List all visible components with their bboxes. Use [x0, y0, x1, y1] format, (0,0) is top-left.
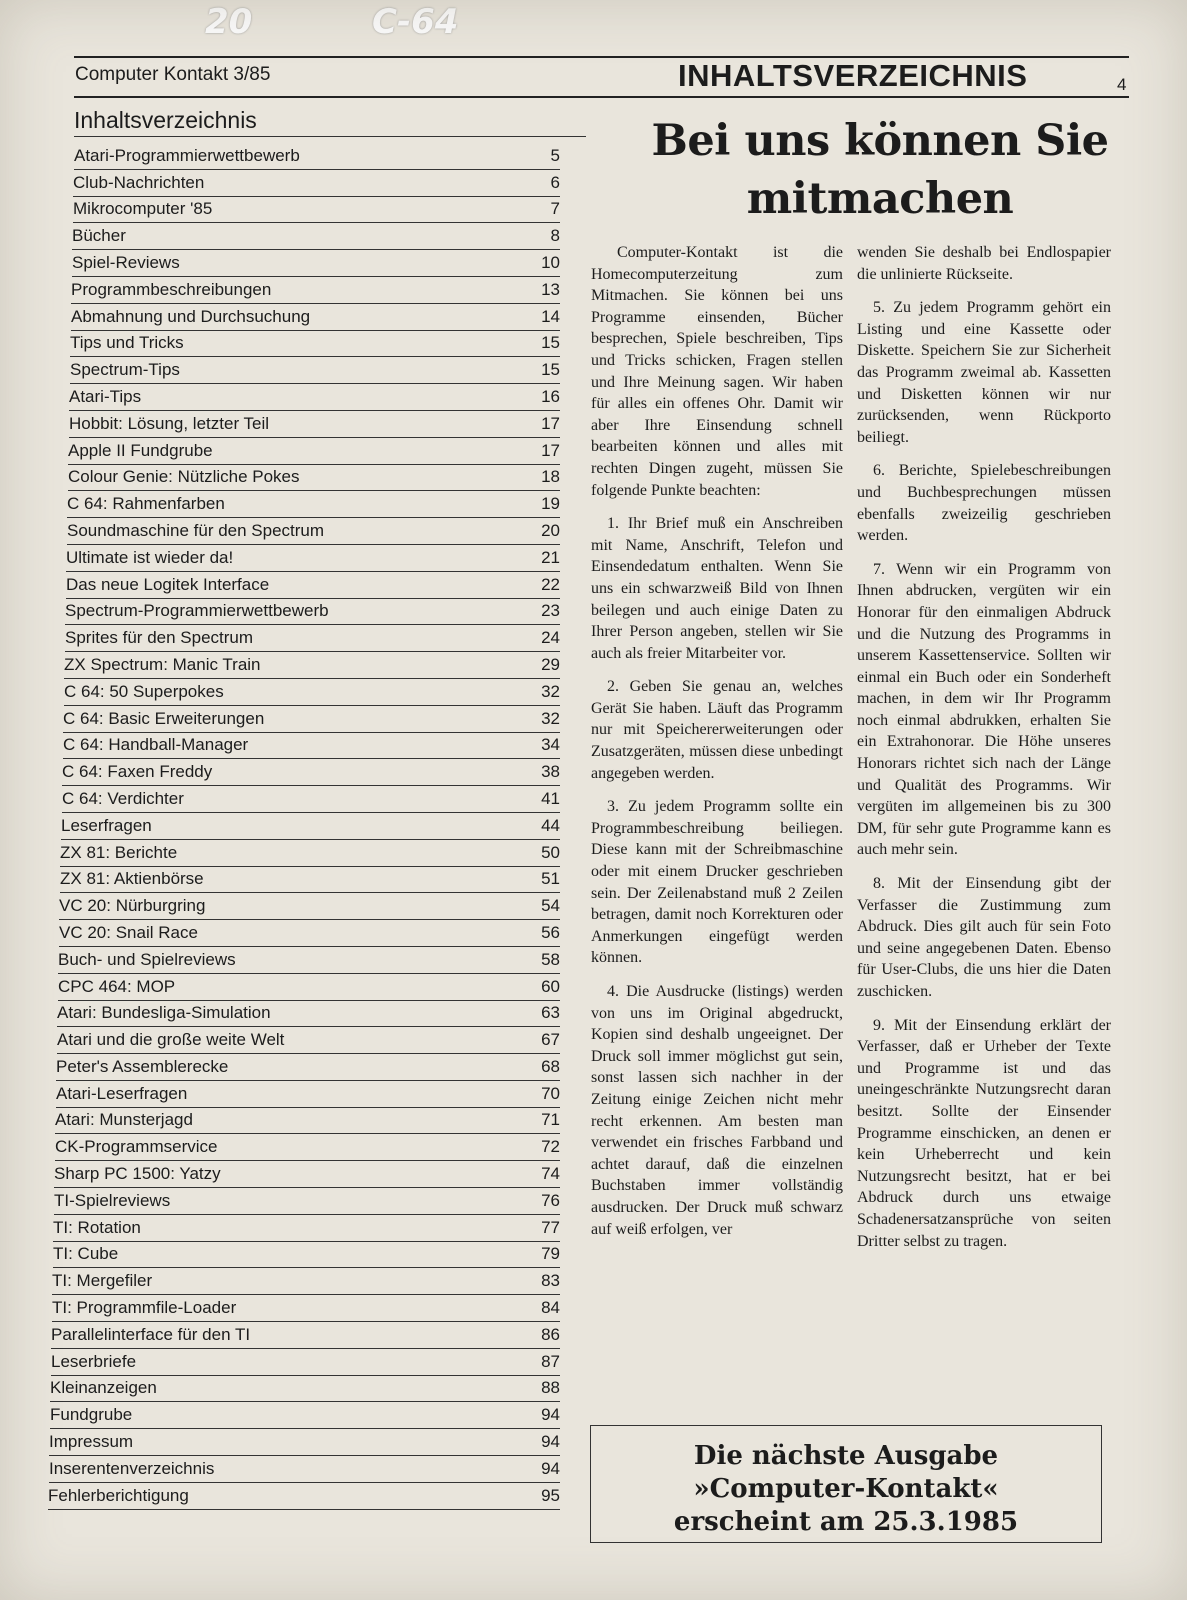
toc-entry-page: 23 — [541, 601, 560, 621]
toc-row — [66, 545, 560, 572]
toc-entry-title: Fundgrube — [50, 1405, 133, 1425]
toc-entry-title: TI: Programmfile-Loader — [52, 1298, 237, 1318]
toc-row — [68, 465, 560, 492]
toc-entry-page: 72 — [541, 1137, 560, 1157]
toc-row — [60, 840, 560, 867]
article-paragraph: 9. Mit der Einsendung erklärt der Verfasser, daß er Urheber der Texte und Programme ist und das uneingeschränkte Nutzungsrecht daran besitzt. Sollte der Einsender Programme einschicken, an denen er kein Urheberrecht und kein Nutzungsrecht besitzt, hat er bei Abdruck durch uns etwaige Schadenersatzansprüche von seiten Dritter selbst zu tragen. — [857, 1016, 1111, 1250]
toc-entry-page: 83 — [541, 1271, 560, 1291]
toc-entry-page: 8 — [550, 226, 560, 246]
handwritten-note-left: 20 — [205, 2, 253, 42]
toc-entry-page: 22 — [541, 574, 560, 594]
toc-entry-page: 68 — [541, 1056, 560, 1076]
toc-entry-page: 76 — [541, 1190, 560, 1210]
toc-entry-title: Leserfragen — [61, 815, 152, 835]
article-paragraph: Computer-Kontakt ist die Homecomputerzeitung zum Mitmachen. Sie können bei uns Programme einsenden, Bücher besprechen, Spiele beschreiben, Tips und Tricks schicken, Fragen stellen und Ihre Meinung sagen. Wir haben für alles ein offenes Ohr. Damit wir aber Ihre Einsendung schnell bearbeiten können und alles mit rechten Dingen zugeht, müssen Sie folgende Punkte beachten: — [591, 244, 843, 499]
toc-row — [72, 223, 560, 250]
toc-row — [57, 1001, 560, 1028]
toc-entry-page: 14 — [541, 306, 560, 326]
toc-entry-title: Apple II Fundgrube — [68, 440, 213, 460]
toc-entry-title: Spectrum-Programmierwettbewerb — [65, 601, 329, 621]
toc-entry-title: Sprites für den Spectrum — [65, 628, 254, 648]
toc-entry-page: 74 — [541, 1164, 560, 1184]
toc-entry-page: 20 — [541, 520, 560, 540]
toc-entry-page: 10 — [541, 252, 560, 272]
article-column-left — [591, 242, 843, 1252]
toc-entry-title: TI: Mergefiler — [52, 1271, 153, 1291]
toc-entry-title: Atari: Bundesliga-Simulation — [57, 1003, 271, 1023]
toc-row — [57, 1027, 560, 1054]
toc-row — [71, 304, 560, 331]
toc-entry-title: Atari-Leserfragen — [56, 1083, 188, 1103]
headline-line-1: Bei uns können Sie — [651, 116, 1109, 166]
toc-row — [73, 197, 560, 224]
toc-entry-page: 94 — [541, 1432, 560, 1452]
article-paragraph: 1. Ihr Brief muß ein Anschreiben mit Name, Anschrift, Telefon und Einsendedatum enthalten. Wenn Sie uns ein schwarzweiß Bild von Ihnen beilegen und auch einige Daten zu Ihrer Person angeben, stellen wir Sie auch als freier Mitarbeiter vor. — [591, 515, 843, 662]
toc-row — [70, 331, 560, 358]
toc-entry-page: 94 — [541, 1405, 560, 1425]
toc-row — [71, 277, 560, 304]
toc-entry-page: 86 — [541, 1324, 560, 1344]
toc-row — [53, 1215, 560, 1242]
toc-row — [54, 1161, 560, 1188]
toc-entry-title: Leserbriefe — [51, 1351, 137, 1371]
toc-entry-page: 32 — [541, 708, 560, 728]
toc-entry-page: 15 — [541, 360, 560, 380]
toc-list — [48, 143, 588, 1510]
toc-row — [52, 1295, 560, 1322]
toc-entry-page: 79 — [541, 1244, 560, 1264]
toc-row — [59, 893, 560, 920]
toc-entry-page: 29 — [541, 654, 560, 674]
toc-row — [68, 438, 560, 465]
toc-entry-page: 95 — [541, 1485, 560, 1505]
toc-entry-title: CK-Programmservice — [55, 1137, 218, 1157]
toc-row — [67, 518, 560, 545]
toc-entry-page: 13 — [541, 279, 560, 299]
toc-entry-title: ZX 81: Aktienbörse — [60, 869, 204, 889]
toc-entry-title: C 64: Verdichter — [62, 788, 184, 808]
toc-entry-page: 44 — [541, 815, 560, 835]
toc-entry-title: VC 20: Snail Race — [59, 922, 198, 942]
toc-entry-page: 94 — [541, 1458, 560, 1478]
toc-row — [54, 1188, 560, 1215]
toc-entry-page: 54 — [541, 896, 560, 916]
toc-entry-page: 18 — [541, 467, 560, 487]
toc-entry-title: C 64: Basic Erweiterungen — [63, 708, 265, 728]
toc-row — [62, 786, 560, 813]
toc-row — [64, 652, 560, 679]
toc-entry-page: 5 — [550, 145, 560, 165]
toc-entry-page: 16 — [541, 386, 560, 406]
notice-line-2: »Computer-Kontakt« — [693, 1474, 999, 1504]
toc-row — [65, 625, 560, 652]
toc-entry-title: Kleinanzeigen — [50, 1378, 157, 1398]
toc-row — [65, 599, 560, 626]
section-title: INHALTSVERZEICHNIS — [678, 58, 1028, 93]
toc-entry-title: Das neue Logitek Interface — [66, 574, 270, 594]
toc-entry-page: 87 — [541, 1351, 560, 1371]
toc-entry-title: Buch- und Spielreviews — [58, 949, 236, 969]
toc-entry-title: Atari-Tips — [69, 386, 142, 406]
article-paragraph: 4. Die Ausdrucke (listings) werden von uns im Original abgedruckt, Kopien sind deshalb ungeeignet. Der Druck soll immer möglichst gut sein, sonst lassen sich nachher in der Zeitung einige Zeichen nicht mehr recht erkennen. Am besten man verwendet ein frisches Farbband und achtet darauf, daß die einzelnen Buchstaben immer vollständig ausdrucken. Der Druck muß schwarz auf weiß erfolgen, ver — [591, 983, 843, 1238]
toc-entry-title: Atari-Programmierwettbewerb — [74, 145, 300, 165]
article-paragraph: 8. Mit der Einsendung gibt der Verfasser die Zustimmung zum Abdruck. Dies gilt auch für sein Foto und seine angegebenen Daten. Ebenso für User-Clubs, die uns hier die Daten zuschicken. — [857, 875, 1111, 1000]
toc-entry-title: Tips und Tricks — [70, 333, 184, 353]
toc-row — [64, 679, 560, 706]
toc-entry-title: Impressum — [49, 1432, 134, 1452]
toc-entry-page: 70 — [541, 1083, 560, 1103]
toc-entry-title: CPC 464: MOP — [58, 976, 176, 996]
toc-entry-page: 63 — [541, 1003, 560, 1023]
toc-entry-title: VC 20: Nürburgring — [59, 896, 206, 916]
toc-row — [66, 572, 560, 599]
toc-entry-page: 71 — [541, 1110, 560, 1130]
toc-entry-title: TI-Spielreviews — [54, 1190, 171, 1210]
toc-entry-title: Spiel-Reviews — [72, 252, 180, 272]
toc-entry-title: Spectrum-Tips — [70, 360, 180, 380]
toc-row — [74, 143, 560, 170]
toc-entry-title: Peter's Assemblerecke — [56, 1056, 229, 1076]
toc-entry-page: 67 — [541, 1030, 560, 1050]
toc-entry-title: ZX Spectrum: Manic Train — [64, 654, 261, 674]
article-paragraph: 2. Geben Sie genau an, welches Gerät Sie haben. Läuft das Programm nur mit Speichererweiterungen oder Zusatzgeräten, müssen diese unbedingt angegeben werden. — [591, 678, 843, 782]
toc-row — [73, 170, 560, 197]
toc-entry-title: Soundmaschine für den Spectrum — [67, 520, 325, 540]
toc-entry-title: Abmahnung und Durchsuchung — [71, 306, 311, 326]
toc-row — [63, 733, 560, 760]
toc-row — [53, 1242, 560, 1269]
toc-entry-title: C 64: Rahmenfarben — [67, 494, 225, 514]
toc-row — [48, 1483, 560, 1510]
toc-entry-page: 56 — [541, 922, 560, 942]
article-paragraph: 3. Zu jedem Programm sollte ein Programmbeschreibung beiliegen. Diese kann mit der Schreibmaschine oder mit einem Drucker geschrieben sein. Der Zeilenabstand muß 2 Zeilen betragen, damit noch Korrekturen oder Anmerkungen eingefügt werden können. — [591, 798, 843, 967]
toc-entry-title: ZX 81: Berichte — [60, 842, 178, 862]
toc-entry-page: 19 — [541, 494, 560, 514]
toc-entry-title: Hobbit: Lösung, letzter Teil — [69, 413, 270, 433]
toc-entry-title: Atari und die große weite Welt — [57, 1030, 285, 1050]
toc-entry-page: 88 — [541, 1378, 560, 1398]
toc-row — [60, 867, 560, 894]
toc-entry-page: 51 — [541, 869, 560, 889]
article-paragraph: 7. Wenn wir ein Programm von Ihnen abdrucken, vergüten wir ein Honorar für den einmaligen Abdruck und die Nutzung des Programms in unserem Kassettenservice. Sollten wir einmal ein Buch oder ein Sonderheft machen, in dem wir Ihr Programm noch einmal abdrukken, erhalten Sie ein Extrahonorar. Die Höhe unseres Honorars richtet sich nach der Länge und Qualität des Programms. Wir vergüten im allgemeinen bis zu 300 DM, für sehr gute Programme kann es auch mehr sein. — [857, 560, 1111, 859]
toc-row — [51, 1349, 560, 1376]
article-paragraph: 5. Zu jedem Programm gehört ein Listing und eine Kassette oder Diskette. Speichern Sie zur Sicherheit das Programm zweimal ab. Kassetten und Disketten können wir nur zurücksenden, wenn Rückporto beiliegt. — [857, 299, 1111, 446]
toc-row — [67, 491, 560, 518]
toc-entry-page: 38 — [541, 762, 560, 782]
toc-entry-page: 6 — [550, 172, 560, 192]
toc-row — [49, 1456, 560, 1483]
toc-entry-title: Colour Genie: Nützliche Pokes — [68, 467, 300, 487]
toc-row — [63, 706, 560, 733]
toc-entry-title: C 64: Faxen Freddy — [62, 762, 213, 782]
toc-entry-title: Ultimate ist wieder da! — [66, 547, 234, 567]
toc-entry-title: Atari: Munsterjagd — [55, 1110, 193, 1130]
toc-row — [50, 1376, 560, 1403]
toc-row — [52, 1268, 560, 1295]
toc-entry-page: 24 — [541, 628, 560, 648]
handwritten-note-right: C-64 — [372, 2, 459, 42]
toc-row — [59, 920, 560, 947]
toc-entry-page: 21 — [541, 547, 560, 567]
toc-entry-page: 7 — [550, 199, 560, 219]
toc-row — [50, 1402, 560, 1429]
toc-row — [56, 1054, 560, 1081]
table-of-contents — [48, 107, 588, 1510]
toc-row — [61, 813, 560, 840]
toc-row — [55, 1134, 560, 1161]
toc-entry-title: Mikrocomputer '85 — [73, 199, 213, 219]
page-number: 4 — [1117, 75, 1127, 94]
next-issue-notice — [590, 1425, 1102, 1543]
toc-entry-title: Programmbeschreibungen — [71, 279, 272, 299]
headline-line-2: mitmachen — [746, 174, 1014, 224]
toc-entry-page: 84 — [541, 1298, 560, 1318]
toc-row — [62, 759, 560, 786]
toc-row — [70, 357, 560, 384]
toc-row — [58, 947, 560, 974]
magazine-issue: Computer Kontakt 3/85 — [75, 64, 271, 85]
toc-entry-page: 15 — [541, 333, 560, 353]
article-headline — [600, 112, 1160, 228]
toc-row — [55, 1108, 560, 1135]
toc-entry-title: Parallelinterface für den TI — [51, 1324, 251, 1344]
toc-entry-title: Club-Nachrichten — [73, 172, 205, 192]
toc-entry-title: C 64: 50 Superpokes — [64, 681, 224, 701]
toc-row — [69, 384, 560, 411]
toc-entry-page: 50 — [541, 842, 560, 862]
toc-entry-page: 41 — [541, 788, 560, 808]
toc-row — [56, 1081, 560, 1108]
toc-entry-page: 60 — [541, 976, 560, 996]
toc-entry-title: Sharp PC 1500: Yatzy — [54, 1164, 221, 1184]
header-rule-bottom — [74, 96, 1129, 98]
toc-entry-page: 77 — [541, 1217, 560, 1237]
article-paragraph: wenden Sie deshalb bei Endlospapier die unlinierte Rückseite. — [857, 244, 1111, 283]
toc-row — [49, 1429, 560, 1456]
toc-entry-page: 32 — [541, 681, 560, 701]
toc-entry-page: 17 — [541, 413, 560, 433]
toc-entry-page: 17 — [541, 440, 560, 460]
article-column-right — [857, 242, 1111, 1264]
toc-entry-page: 34 — [541, 735, 560, 755]
toc-row — [58, 974, 560, 1001]
toc-row — [51, 1322, 560, 1349]
toc-entry-title: C 64: Handball-Manager — [63, 735, 249, 755]
notice-line-1: Die nächste Ausgabe — [693, 1441, 999, 1471]
toc-row — [69, 411, 560, 438]
toc-entry-title: TI: Cube — [53, 1244, 119, 1264]
toc-entry-title: Fehlerberichtigung — [48, 1485, 189, 1505]
toc-entry-title: Bücher — [72, 226, 126, 246]
toc-entry-page: 58 — [541, 949, 560, 969]
toc-entry-title: TI: Rotation — [53, 1217, 141, 1237]
notice-line-3: erscheint am 25.3.1985 — [673, 1507, 1019, 1537]
toc-heading: Inhaltsverzeichnis — [74, 107, 586, 137]
article-paragraph: 6. Berichte, Spielebeschreibungen und Buchbesprechungen müssen ebenfalls zweizeilig geschrieben werden. — [857, 462, 1111, 545]
toc-entry-title: Inserentenverzeichnis — [49, 1458, 215, 1478]
toc-row — [72, 250, 560, 277]
